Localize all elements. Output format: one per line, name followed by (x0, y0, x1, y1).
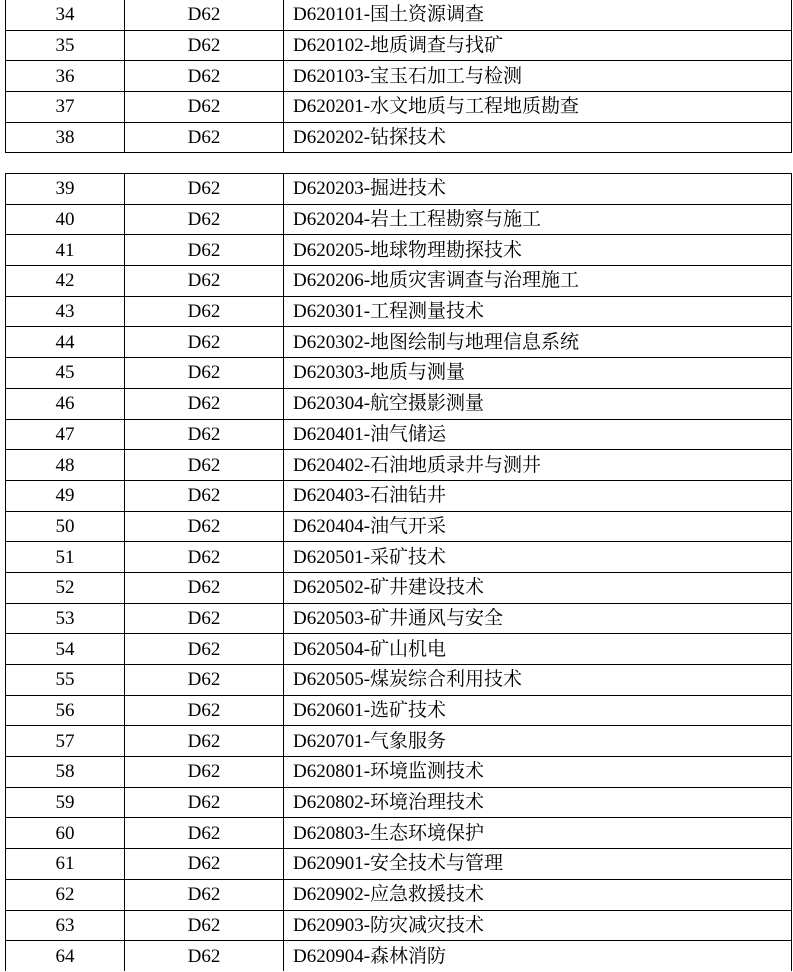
table-row (6, 30, 792, 61)
seq-cell: 40 (6, 204, 125, 235)
table-row (6, 879, 792, 910)
seq-cell: 42 (6, 266, 125, 297)
category-code-cell: D62 (125, 603, 284, 634)
table-row (6, 174, 792, 205)
major-name-cell: D620801-环境监测技术 (284, 757, 792, 788)
table-row (6, 327, 792, 358)
category-code-cell: D62 (125, 419, 284, 450)
category-code-cell: D62 (125, 122, 284, 153)
table-row (6, 419, 792, 450)
seq-cell: 53 (6, 603, 125, 634)
major-name-cell: D620601-选矿技术 (284, 695, 792, 726)
category-code-cell: D62 (125, 30, 284, 61)
major-name-cell: D620103-宝玉石加工与检测 (284, 61, 792, 92)
table-row (6, 726, 792, 757)
table-row (6, 849, 792, 880)
category-code-cell: D62 (125, 235, 284, 266)
seq-cell: 50 (6, 511, 125, 542)
table-row (6, 450, 792, 481)
major-name-cell: D620404-油气开采 (284, 511, 792, 542)
major-name-cell: D620803-生态环境保护 (284, 818, 792, 849)
table-row (6, 0, 792, 30)
seq-cell: 55 (6, 665, 125, 696)
category-code-cell: D62 (125, 61, 284, 92)
major-name-cell: D620204-岩土工程勘察与施工 (284, 204, 792, 235)
seq-cell: 41 (6, 235, 125, 266)
major-name-cell: D620504-矿山机电 (284, 634, 792, 665)
seq-cell: 47 (6, 419, 125, 450)
category-code-cell: D62 (125, 358, 284, 389)
category-code-cell: D62 (125, 266, 284, 297)
major-name-cell: D620203-掘进技术 (284, 174, 792, 205)
major-name-cell: D620201-水文地质与工程地质勘查 (284, 92, 792, 123)
category-code-cell: D62 (125, 572, 284, 603)
major-name-cell: D620701-气象服务 (284, 726, 792, 757)
seq-cell: 63 (6, 910, 125, 941)
seq-cell: 51 (6, 542, 125, 573)
major-table-bottom (5, 173, 792, 971)
major-name-cell: D620903-防灾减灾技术 (284, 910, 792, 941)
major-name-cell: D620102-地质调查与找矿 (284, 30, 792, 61)
major-name-cell: D620403-石油钻井 (284, 480, 792, 511)
seq-cell: 48 (6, 450, 125, 481)
major-name-cell: D620402-石油地质录井与测井 (284, 450, 792, 481)
category-code-cell: D62 (125, 0, 284, 30)
major-name-cell: D620202-钻探技术 (284, 122, 792, 153)
major-table-bottom-body (6, 174, 792, 971)
table-row (6, 511, 792, 542)
major-table-top-body (6, 0, 792, 153)
table-row (6, 941, 792, 971)
major-table-top (5, 0, 792, 153)
seq-cell: 34 (6, 0, 125, 30)
table-row (6, 695, 792, 726)
major-name-cell: D620401-油气储运 (284, 419, 792, 450)
major-name-cell: D620505-煤炭综合利用技术 (284, 665, 792, 696)
table-row (6, 122, 792, 153)
category-code-cell: D62 (125, 511, 284, 542)
major-name-cell: D620904-森林消防 (284, 941, 792, 971)
major-name-cell: D620303-地质与测量 (284, 358, 792, 389)
major-name-cell: D620802-环境治理技术 (284, 787, 792, 818)
seq-cell: 35 (6, 30, 125, 61)
table-row (6, 388, 792, 419)
major-name-cell: D620503-矿井通风与安全 (284, 603, 792, 634)
seq-cell: 44 (6, 327, 125, 358)
category-code-cell: D62 (125, 695, 284, 726)
table-row (6, 92, 792, 123)
category-code-cell: D62 (125, 665, 284, 696)
major-name-cell: D620205-地球物理勘探技术 (284, 235, 792, 266)
seq-cell: 38 (6, 122, 125, 153)
seq-cell: 61 (6, 849, 125, 880)
table-row (6, 572, 792, 603)
seq-cell: 37 (6, 92, 125, 123)
major-name-cell: D620502-矿井建设技术 (284, 572, 792, 603)
seq-cell: 49 (6, 480, 125, 511)
category-code-cell: D62 (125, 92, 284, 123)
category-code-cell: D62 (125, 757, 284, 788)
seq-cell: 64 (6, 941, 125, 971)
table-row (6, 818, 792, 849)
seq-cell: 58 (6, 757, 125, 788)
seq-cell: 62 (6, 879, 125, 910)
seq-cell: 60 (6, 818, 125, 849)
table-row (6, 910, 792, 941)
seq-cell: 59 (6, 787, 125, 818)
category-code-cell: D62 (125, 296, 284, 327)
category-code-cell: D62 (125, 818, 284, 849)
table-row (6, 787, 792, 818)
major-name-cell: D620901-安全技术与管理 (284, 849, 792, 880)
category-code-cell: D62 (125, 388, 284, 419)
table-row (6, 61, 792, 92)
category-code-cell: D62 (125, 450, 284, 481)
table-row (6, 204, 792, 235)
category-code-cell: D62 (125, 634, 284, 665)
major-name-cell: D620101-国土资源调查 (284, 0, 792, 30)
table-row (6, 542, 792, 573)
table-row (6, 603, 792, 634)
category-code-cell: D62 (125, 480, 284, 511)
table-row (6, 296, 792, 327)
seq-cell: 56 (6, 695, 125, 726)
table-row (6, 634, 792, 665)
category-code-cell: D62 (125, 910, 284, 941)
seq-cell: 43 (6, 296, 125, 327)
category-code-cell: D62 (125, 787, 284, 818)
major-name-cell: D620301-工程测量技术 (284, 296, 792, 327)
seq-cell: 57 (6, 726, 125, 757)
table-row (6, 757, 792, 788)
category-code-cell: D62 (125, 174, 284, 205)
category-code-cell: D62 (125, 204, 284, 235)
seq-cell: 45 (6, 358, 125, 389)
category-code-cell: D62 (125, 327, 284, 358)
seq-cell: 54 (6, 634, 125, 665)
category-code-cell: D62 (125, 941, 284, 971)
category-code-cell: D62 (125, 879, 284, 910)
seq-cell: 39 (6, 174, 125, 205)
seq-cell: 52 (6, 572, 125, 603)
table-row (6, 266, 792, 297)
category-code-cell: D62 (125, 726, 284, 757)
seq-cell: 36 (6, 61, 125, 92)
table-row (6, 235, 792, 266)
table-row (6, 358, 792, 389)
major-name-cell: D620902-应急救援技术 (284, 879, 792, 910)
table-row (6, 665, 792, 696)
category-code-cell: D62 (125, 542, 284, 573)
major-name-cell: D620501-采矿技术 (284, 542, 792, 573)
major-name-cell: D620206-地质灾害调查与治理施工 (284, 266, 792, 297)
major-name-cell: D620304-航空摄影测量 (284, 388, 792, 419)
table-row (6, 480, 792, 511)
major-name-cell: D620302-地图绘制与地理信息系统 (284, 327, 792, 358)
seq-cell: 46 (6, 388, 125, 419)
category-code-cell: D62 (125, 849, 284, 880)
